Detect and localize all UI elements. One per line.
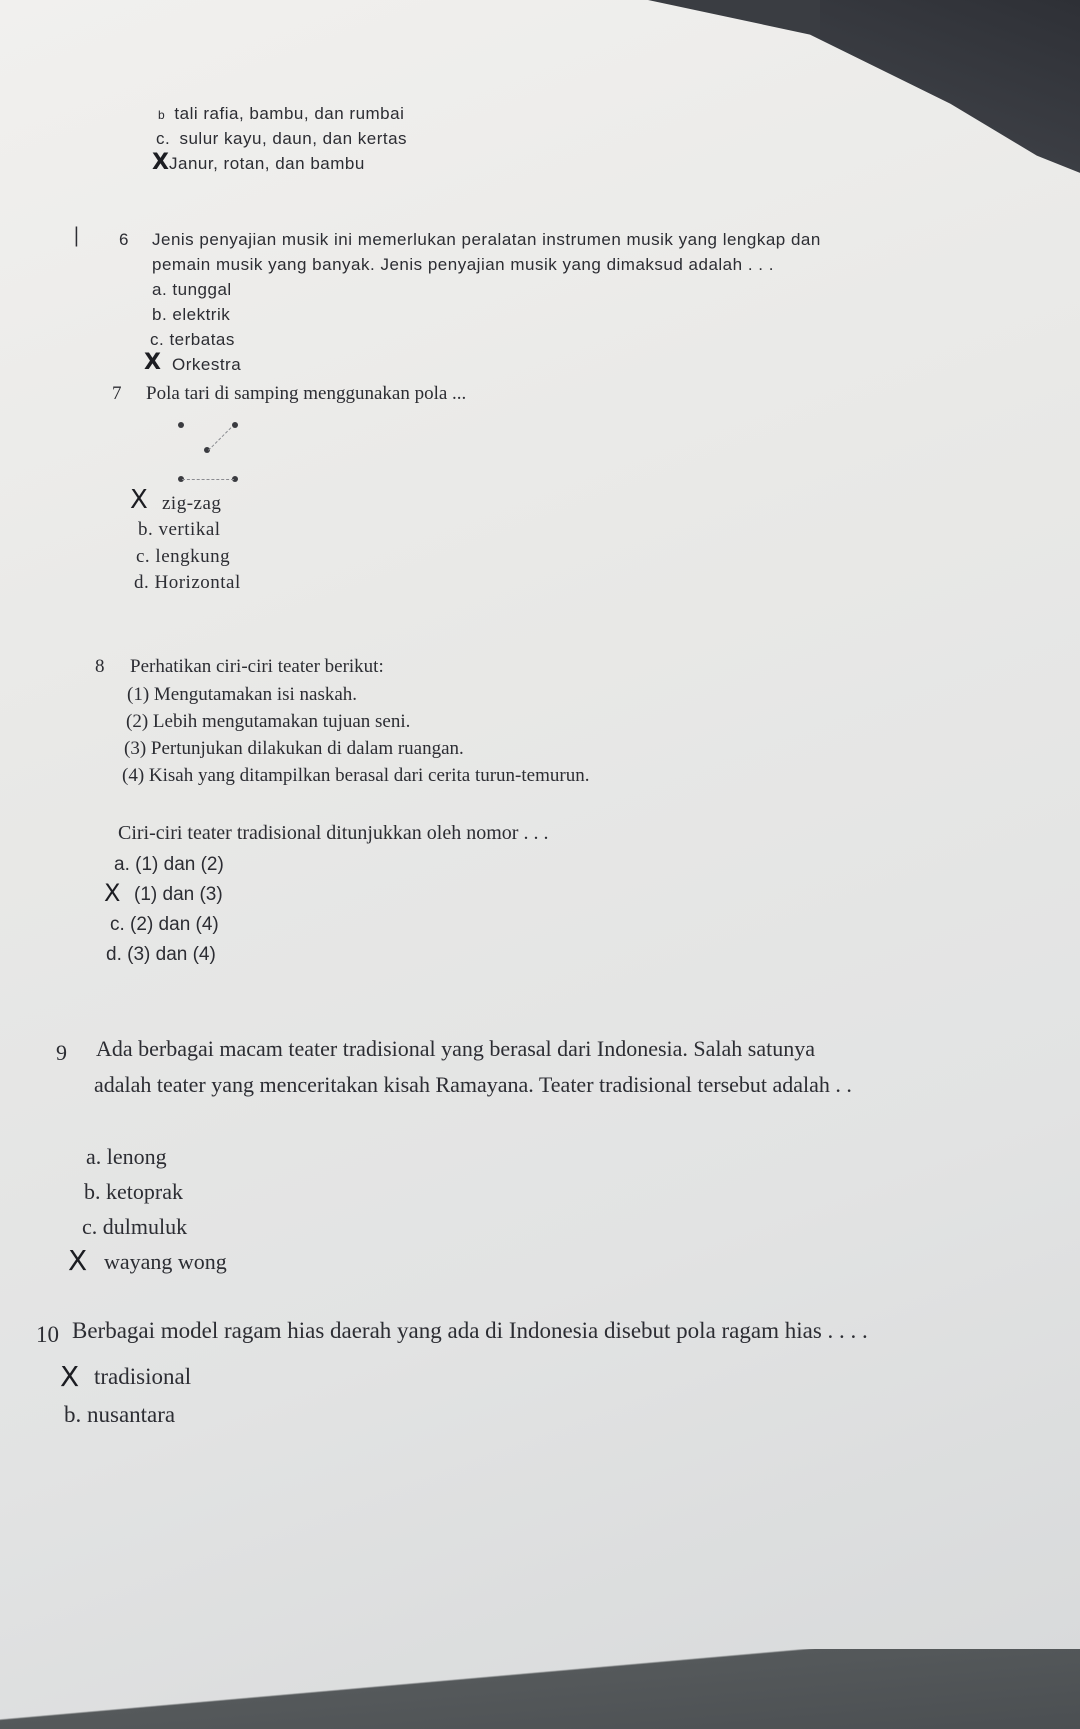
q8-option-d: d. (3) dan (4) xyxy=(106,944,216,965)
margin-tick-mark: | xyxy=(74,222,79,247)
dancer-dot xyxy=(178,422,184,428)
q10-option-b: b. nusantara xyxy=(64,1402,176,1427)
q7-option-b: b. vertikal xyxy=(138,519,221,540)
q10-number: 10 xyxy=(36,1322,59,1347)
table-surface xyxy=(0,1649,1080,1729)
q6-option-d: Orkestra xyxy=(172,355,242,374)
q9-option-c: c. dulmuluk xyxy=(82,1214,188,1239)
q7-option-d: d. Horizontal xyxy=(134,572,241,593)
q9-stem-line2: adalah teater yang menceritakan kisah Ramayana. Teater tradisional tersebut adalah . . xyxy=(94,1072,852,1097)
q9-option-b: b. ketoprak xyxy=(84,1179,183,1204)
q8-option-a: a. (1) dan (2) xyxy=(114,854,224,875)
pattern-line xyxy=(182,479,234,480)
q8-number: 8 xyxy=(95,656,105,677)
q6-number: 6 xyxy=(119,230,129,249)
answer-cross-mark: X xyxy=(104,879,121,907)
answer-cross-mark: X xyxy=(144,350,161,375)
q6-option-c: c. terbatas xyxy=(150,330,235,349)
dancer-dot xyxy=(232,422,238,428)
q5-option-c: c. sulur kayu, daun, dan kertas xyxy=(156,129,408,148)
q9-number: 9 xyxy=(56,1040,67,1065)
q8-stem: Perhatikan ciri-ciri teater berikut: xyxy=(130,656,384,677)
answer-cross-mark: X xyxy=(152,150,169,175)
q8-option-b: (1) dan (3) xyxy=(134,884,223,905)
answer-cross-mark: X xyxy=(60,1360,80,1393)
q7-option-a: zig-zag xyxy=(162,493,222,514)
q7-option-c: c. lengkung xyxy=(136,546,231,567)
q7-number: 7 xyxy=(112,383,122,404)
answer-cross-mark: X xyxy=(130,485,148,515)
q8-statement: (4) Kisah yang ditampilkan berasal dari cerita turun-temurun. xyxy=(122,765,590,786)
dance-pattern-figure xyxy=(150,410,270,490)
q10-option-a: tradisional xyxy=(94,1364,192,1389)
q9-option-a: a. lenong xyxy=(86,1144,167,1169)
q8-statement: (3) Pertunjukan dilakukan di dalam ruangan. xyxy=(124,738,464,759)
q8-question: Ciri-ciri teater tradisional ditunjukkan oleh nomor . . . xyxy=(118,822,549,844)
q8-statement: (1) Mengutamakan isi naskah. xyxy=(127,684,358,705)
q6-option-b: b. elektrik xyxy=(152,305,231,324)
pattern-line xyxy=(208,427,231,450)
q5-option-b: b tali rafia, bambu, dan rumbai xyxy=(158,104,405,123)
q9-stem-line1: Ada berbagai macam teater tradisional yang berasal dari Indonesia. Salah satunya xyxy=(96,1036,815,1061)
q6-option-a: a. tunggal xyxy=(152,280,232,299)
q5-option-d: Janur, rotan, dan bambu xyxy=(169,154,365,173)
answer-cross-mark: X xyxy=(68,1244,88,1277)
q6-stem-line1: Jenis penyajian musik ini memerlukan peralatan instrumen musik yang lengkap dan xyxy=(152,230,821,249)
q8-option-c: c. (2) dan (4) xyxy=(110,914,219,935)
q6-stem-line2: pemain musik yang banyak. Jenis penyajian musik yang dimaksud adalah . . . xyxy=(152,255,774,274)
q9-option-d: wayang wong xyxy=(104,1249,227,1274)
q8-statement: (2) Lebih mengutamakan tujuan seni. xyxy=(126,711,411,732)
q10-stem: Berbagai model ragam hias daerah yang ada di Indonesia disebut pola ragam hias . . . . xyxy=(72,1318,868,1343)
q7-stem: Pola tari di samping menggunakan pola ... xyxy=(146,383,467,404)
